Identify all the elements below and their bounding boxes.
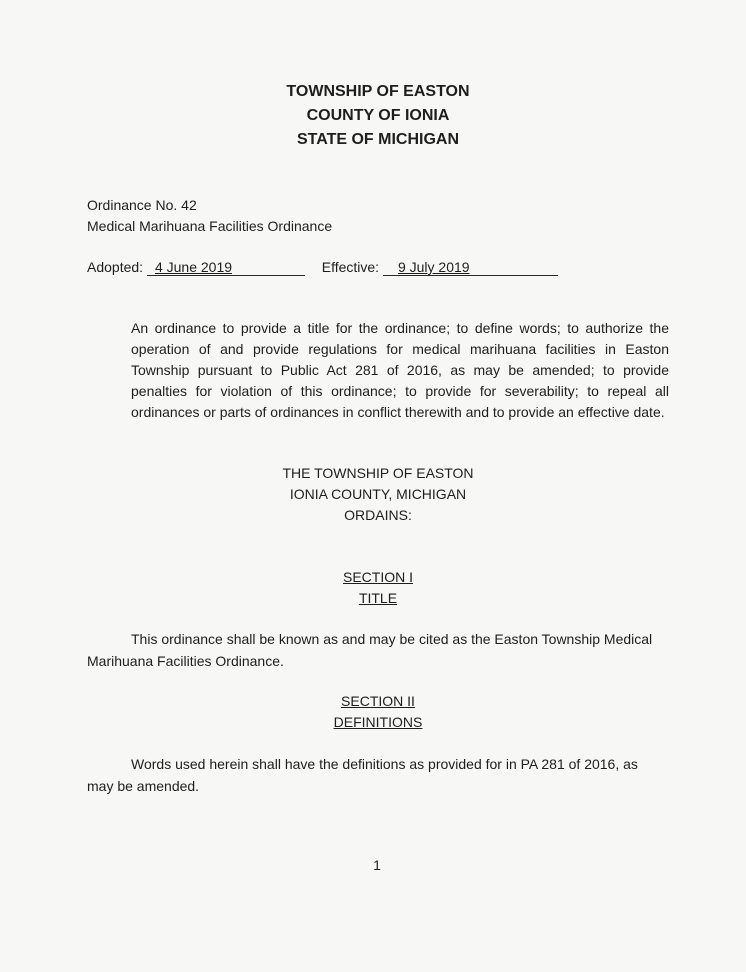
effective-label: Effective: bbox=[321, 259, 380, 275]
enacting-ordains: ORDAINS: bbox=[344, 507, 412, 523]
enacting-clause bbox=[0, 463, 746, 526]
page-number: 1 bbox=[373, 857, 381, 873]
header-state: STATE OF MICHIGAN bbox=[296, 131, 460, 148]
ordinance-number: Ordinance No. 42 bbox=[87, 197, 197, 213]
section-2-text: Words used herein shall have the definitions as provided for in PA 281 of 2016, as may be amended. bbox=[87, 756, 638, 794]
header-township: TOWNSHIP OF EASTON bbox=[286, 83, 470, 100]
ordinance-purpose: An ordinance to provide a title for the ordinance; to define words; to authorize the operation of and provide regulations for medical marihuana facilities in Easton Township pursuant to Public Act 281 of 2016, as may be amended; to provide penalties for violation of this ordinance; to provide for severability; to repeal all ordinances or parts of ordinances in conflict therewith and to provide an effective date. bbox=[131, 320, 669, 420]
header-county: COUNTY OF IONIA bbox=[306, 107, 450, 124]
section-2-number: SECTION II bbox=[341, 693, 415, 709]
enacting-township: THE TOWNSHIP OF EASTON bbox=[282, 465, 474, 481]
ordinance-dates bbox=[87, 257, 558, 278]
section-2-heading bbox=[0, 691, 746, 733]
ordinance-info bbox=[87, 195, 332, 237]
enacting-county: IONIA COUNTY, MICHIGAN bbox=[289, 486, 467, 502]
section-2-title: DEFINITIONS bbox=[333, 714, 423, 730]
section-1-heading bbox=[0, 567, 746, 609]
section-1-number: SECTION I bbox=[342, 569, 413, 585]
effective-date: 9 July 2019 bbox=[383, 259, 558, 276]
adopted-date: 4 June 2019 bbox=[147, 259, 305, 276]
section-1-text: This ordinance shall be known as and may be cited as the Easton Township Medical Marihuana Facilities Ordinance. bbox=[87, 631, 653, 669]
ordinance-name: Medical Marihuana Facilities Ordinance bbox=[87, 218, 333, 234]
document-header bbox=[0, 80, 746, 152]
section-1-title: TITLE bbox=[358, 590, 398, 606]
adopted-label: Adopted: bbox=[87, 259, 144, 275]
